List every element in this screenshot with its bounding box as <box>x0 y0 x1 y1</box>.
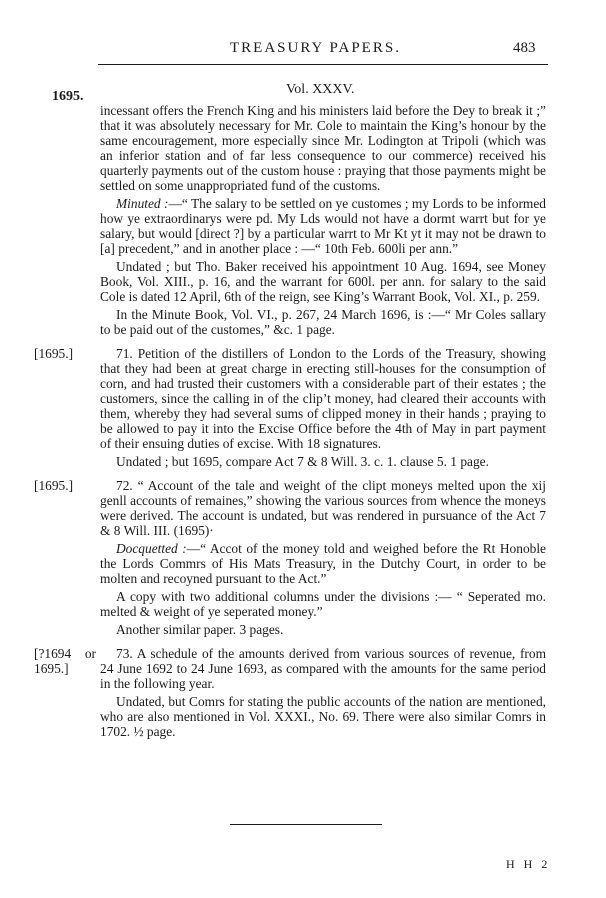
entry-note: Undated, but Comrs for stating the public accounts of the nation are mentioned, who are also mentioned in Vol. XXXI., No. 69. There were also similar Comrs in 1702. ½ page. <box>100 694 546 739</box>
entry-note: A copy with two additional columns under the divisions :— “ Seperated mo. melted & weight of ye seperated money.” <box>100 589 546 619</box>
footer-rule <box>230 824 382 825</box>
entry-71 <box>34 346 546 469</box>
header-rule <box>98 64 548 65</box>
minute-paragraph <box>100 196 546 256</box>
minuted-label: Minuted : <box>116 196 169 211</box>
minute-text: —“ The salary to be settled on ye customes ; my Lords to be informed how ye extraordinarys were pd. My Lds would not have a dormt warrt but for ye salary, but would [direct ?] by a particular warrt to Mr Kt yt it may not be drawn to [a] precedent,” and in another place : —“ 10th Feb. 600li per ann.” <box>100 196 546 256</box>
volume-heading: Vol. XXXV. <box>286 82 355 97</box>
entry-note: Undated ; but 1695, compare Act 7 & 8 Will. 3. c. 1. clause 5. 1 page. <box>116 454 489 469</box>
docquetted-label: Docquetted : <box>116 541 187 556</box>
entry-73 <box>34 646 546 739</box>
margin-date: [?1694 or 1695.] <box>34 646 96 676</box>
running-title: TREASURY PAPERS. <box>230 40 401 56</box>
docquet-text: —“ Accot of the money told and weighed before the Rt Honoble the Lords Commrs of His Mats Treasury, in the Dutchy Court, in order to be molten and recoyned pursuant to the Act.” <box>100 541 546 586</box>
page-number: 483 <box>513 40 536 56</box>
entry-continued <box>100 103 546 337</box>
document-body <box>34 103 546 742</box>
paragraph: In the Minute Book, Vol. VI., p. 267, 24 March 1696, is :—“ Mr Coles sallary to be paid out of the customes,” &c. 1 page. <box>100 307 546 337</box>
entry-72 <box>34 478 546 637</box>
paragraph: incessant offers the French King and his ministers laid before the Dey to break it ;” that it was absolutely necessary for Mr. Cole to maintain the King’s honour by the same encouragement, more especially since Mr. Lodington at Tripoli (which was an inferior station and of far less consequence to our commerce) received his quarterly payments out of the custom house : praying that those payments might be settled on some unappropriated fund of the customs. <box>100 103 546 193</box>
margin-year: 1695. <box>52 89 84 104</box>
entry-note: Another similar paper. 3 pages. <box>116 622 284 637</box>
signature-mark: H H 2 <box>506 857 551 871</box>
entry-text: 71. Petition of the distillers of London to the Lords of the Treasury, showing that they had been at great charge in erecting still-houses for the consumption of corn, and had trusted their customers with a considerable part of their estates ; the customers, since the calling in of the clip’t money, had cleared their accounts with them, whereby they had several sums of clipped money in their hands ; praying to be allowed to pay it into the Excise Office before the 4th of May in part payment of their ensuing duties of excise. With 18 signatures. <box>100 346 546 451</box>
docquet-paragraph <box>100 541 546 586</box>
paragraph: Undated ; but Tho. Baker received his appointment 10 Aug. 1694, see Money Book, Vol. XIII., p. 16, and the warrant for 600l. per ann. for salary to the said Cole is dated 12 April, 6th of the reign, see King’s Warrant Book, Vol. XI., p. 259. <box>100 259 546 304</box>
entry-text: 72. “ Account of the tale and weight of the clipt moneys melted upon the xij genll accounts of remaines,” showing the various sources from whence the moneys were derived. The account is undated, but was rendered in pursuance of the Act 7 & 8 Will. III. (1695)· <box>100 478 546 538</box>
margin-date: [1695.] <box>34 346 74 361</box>
margin-date: [1695.] <box>34 478 74 493</box>
entry-text: 73. A schedule of the amounts derived from various sources of revenue, from 24 June 1692 to 24 June 1693, as compared with the amounts for the same period in the following year. <box>100 646 546 691</box>
